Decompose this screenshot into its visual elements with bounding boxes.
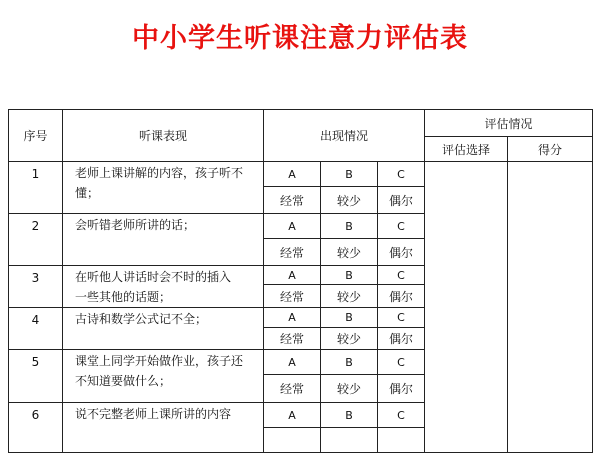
freq-less: 较少 bbox=[321, 239, 378, 266]
option-a: A bbox=[264, 350, 321, 375]
option-a: A bbox=[264, 214, 321, 239]
item-number: 1 bbox=[9, 162, 63, 214]
item-number: 5 bbox=[9, 350, 63, 403]
freq-often: 经常 bbox=[264, 187, 321, 214]
item-description: 课堂上同学开始做作业，孩子还 不知道要做什么； bbox=[63, 350, 264, 403]
option-b: B bbox=[321, 350, 378, 375]
freq-occasional: 偶尔 bbox=[378, 187, 425, 214]
option-b: B bbox=[321, 214, 378, 239]
freq-cell bbox=[264, 428, 321, 453]
option-a: A bbox=[264, 403, 321, 428]
score-cell[interactable] bbox=[508, 162, 593, 453]
freq-less: 较少 bbox=[321, 328, 378, 350]
option-c: C bbox=[378, 403, 425, 428]
freq-often: 经常 bbox=[264, 328, 321, 350]
option-b: B bbox=[321, 162, 378, 187]
freq-occasional: 偶尔 bbox=[378, 285, 425, 308]
freq-cell bbox=[378, 428, 425, 453]
option-c: C bbox=[378, 350, 425, 375]
header-evaluation: 评估情况 bbox=[425, 110, 593, 137]
option-c: C bbox=[378, 214, 425, 239]
option-a: A bbox=[264, 162, 321, 187]
option-c: C bbox=[378, 162, 425, 187]
header-index: 序号 bbox=[9, 110, 63, 162]
option-b: B bbox=[321, 403, 378, 428]
item-description: 在听他人讲话时会不时的插入 一些其他的话题； bbox=[63, 266, 264, 308]
freq-often: 经常 bbox=[264, 375, 321, 403]
header-occurrence: 出现情况 bbox=[264, 110, 425, 162]
header-score: 得分 bbox=[508, 137, 593, 162]
item-number: 6 bbox=[9, 403, 63, 453]
item-description: 会听错老师所讲的话； bbox=[63, 214, 264, 266]
freq-less: 较少 bbox=[321, 187, 378, 214]
item-description: 说不完整老师上课所讲的内容 bbox=[63, 403, 264, 453]
freq-occasional: 偶尔 bbox=[378, 239, 425, 266]
header-eval-choice: 评估选择 bbox=[425, 137, 508, 162]
header-behavior: 听课表现 bbox=[63, 110, 264, 162]
freq-less: 较少 bbox=[321, 375, 378, 403]
item-number: 4 bbox=[9, 308, 63, 350]
freq-occasional: 偶尔 bbox=[378, 375, 425, 403]
option-c: C bbox=[378, 308, 425, 328]
item-description: 古诗和数学公式记不全； bbox=[63, 308, 264, 350]
option-a: A bbox=[264, 266, 321, 285]
item-number: 2 bbox=[9, 214, 63, 266]
option-c: C bbox=[378, 266, 425, 285]
freq-cell bbox=[321, 428, 378, 453]
item-row bbox=[9, 162, 593, 187]
freq-occasional: 偶尔 bbox=[378, 328, 425, 350]
freq-less: 较少 bbox=[321, 285, 378, 308]
item-number: 3 bbox=[9, 266, 63, 308]
freq-often: 经常 bbox=[264, 285, 321, 308]
option-b: B bbox=[321, 308, 378, 328]
eval-choice-cell[interactable] bbox=[425, 162, 508, 453]
option-b: B bbox=[321, 266, 378, 285]
item-description: 老师上课讲解的内容，孩子听不 懂； bbox=[63, 162, 264, 214]
header-row-1 bbox=[9, 110, 593, 137]
option-a: A bbox=[264, 308, 321, 328]
assessment-table bbox=[8, 109, 593, 453]
form-title: 中小学生听课注意力评估表 bbox=[132, 23, 468, 54]
freq-often: 经常 bbox=[264, 239, 321, 266]
